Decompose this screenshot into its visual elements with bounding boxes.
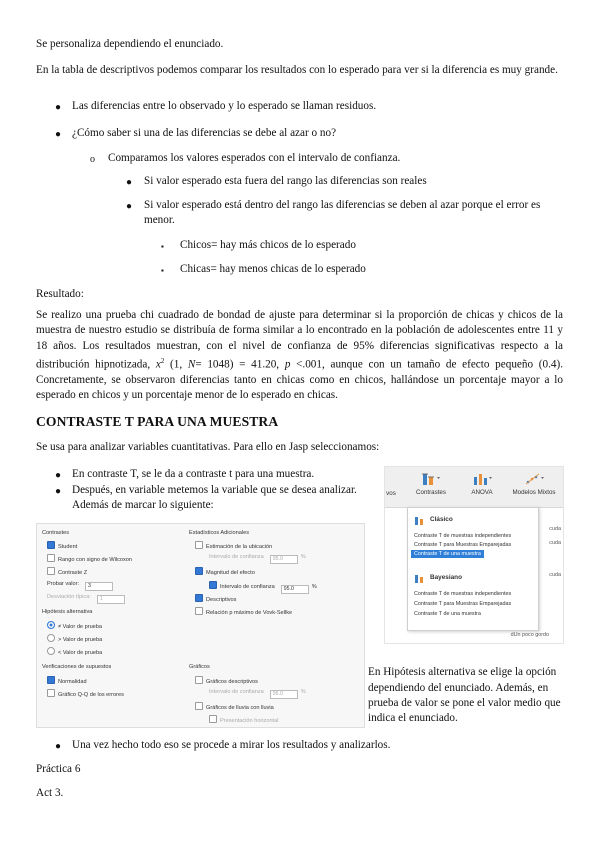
clasico-heading: Clásico	[430, 516, 453, 523]
resultado-label: Resultado:	[36, 288, 84, 300]
estimacion-label: Estimación de la ubicación	[206, 544, 273, 550]
bullet-dot: ●	[55, 470, 62, 481]
intro-line: Se personaliza dependiendo el enunciado.	[36, 38, 224, 50]
prueba-valor-label: Probar valor:	[47, 581, 80, 587]
bullet-dot: ●	[55, 486, 62, 497]
bullet-dot: ●	[55, 129, 62, 140]
side-label: dUn poco gordo	[510, 632, 549, 638]
checkbox-vovk-sellke[interactable]	[195, 607, 203, 615]
menu-item-bayes-independientes[interactable]: Contraste T de muestras independientes	[414, 591, 512, 597]
checkbox-graf-lluvia[interactable]	[195, 702, 203, 710]
checkbox-normalidad[interactable]	[47, 676, 55, 684]
anova-icon	[471, 471, 493, 487]
checkbox-graf-desc[interactable]	[195, 676, 203, 684]
bayesiano-heading: Bayesiano	[430, 574, 462, 581]
descriptivos-label: Descriptivos	[206, 597, 237, 603]
bullet-residuos: Las diferencias entre lo observado y lo esperado se llaman residuos.	[72, 100, 377, 112]
checkbox-estimacion[interactable]	[195, 541, 203, 549]
bullet-dot: ●	[55, 102, 62, 113]
desviacion-label: Desviación típica:	[47, 594, 91, 600]
verificaciones-title: Verificaciones de supuestos	[42, 664, 112, 670]
bullet-chicas: Chicas= hay menos chicas de lo esperado	[180, 263, 366, 275]
radio-menor[interactable]	[47, 647, 55, 655]
checkbox-intervalo2[interactable]	[209, 581, 217, 589]
intervalo3-input[interactable]: 95.0	[270, 690, 298, 699]
graf-lluvia-label: Gráficos de lluvia con lluvia	[206, 705, 274, 711]
graficos-title: Gráficos	[189, 664, 210, 670]
qq-label: Gráfico Q-Q de los errores	[58, 692, 124, 698]
resultado-paragraph: Se realizo una prueba chi cuadrado de bondad de ajuste para determinar si la proporción de chicas y chicos de la muestra de nuestro estudio se distribuía de forma similar a lo encontrado en la población de adolescentes entre 11 y 18 años. Los resultados muestran, con el nivel de confianza de 95% diferencias significativas respecto a la distribución hipnotizada, $x^2$ (1, N= 1048) = 41.20, p <.001, aunque con un tamaño de efecto pequeño (0.4). Concretamente, se observaron diferencias tanto en chicas como en chicos, hallándose un porcentaje mayor a lo esperado en chicos y un porcentaje menor de lo esperado en chicas.	[36, 309, 563, 402]
relacion-label: Relación p máximo de Vovk-Sellke	[206, 610, 293, 616]
modelos-mixtos-icon	[523, 471, 545, 487]
bayesiano-icon	[414, 572, 426, 584]
student-label: Student	[58, 544, 78, 550]
contrastes-dropdown	[407, 507, 539, 631]
bullet-contraste-t: En contraste T, se le da a contraste t para una muestra.	[72, 468, 315, 480]
radio-mayor[interactable]	[47, 634, 55, 642]
contrastes-title: Contrastes	[42, 530, 70, 536]
menu-item-t-una-muestra[interactable]: Contraste T de una muestra	[411, 550, 484, 558]
paragraph-descriptivos: En la tabla de descriptivos podemos comparar los resultados con lo esperado para ver si la diferencia es muy grande.	[36, 64, 558, 76]
toolbar-contrastes[interactable]	[407, 471, 455, 497]
checkbox-wilcoxon[interactable]	[47, 554, 55, 562]
desviacion-input[interactable]: 1	[97, 595, 125, 604]
modelos-mixtos-label: Modelos Mixtos	[512, 489, 556, 496]
estadisticos-title: Estadísticos Adicionales	[189, 530, 250, 536]
menu-item-t-independientes[interactable]: Contraste T de muestras independientes	[414, 533, 512, 539]
section-heading: CONTRASTE T PARA UNA MUESTRA	[36, 414, 279, 429]
jasp-options-screenshot	[36, 523, 365, 728]
contrastes-label: Contrastes	[416, 489, 446, 496]
paragraph-jasp: Se usa para analizar variables cuantitativas. Para ello en Jasp seleccionamos:	[36, 441, 380, 453]
bullet-resultados: Una vez hecho todo eso se procede a mirar los resultados y analizarlos.	[72, 739, 391, 751]
toolbar-modelos-mixtos[interactable]	[505, 471, 563, 497]
bullet-dot: ●	[55, 741, 62, 752]
checkbox-qq[interactable]	[47, 689, 55, 697]
checkbox-horizontal[interactable]	[209, 715, 217, 723]
toolbar-item-prev[interactable]: vos	[386, 490, 396, 497]
bullet-fuera-rango: Si valor esperado esta fuera del rango las diferencias son reales	[144, 175, 427, 187]
magnitud-label: Magnitud del efecto	[206, 570, 255, 576]
horizontal-label: Presentación horizontal	[220, 718, 279, 724]
menu-item-bayes-una-muestra[interactable]: Contraste T de una muestra	[414, 611, 481, 617]
radio-diferente[interactable]	[47, 621, 55, 629]
anova-label: ANOVA	[471, 489, 493, 496]
intervalo1-label: Intervalo de confianza	[209, 554, 264, 560]
pct-sign: %	[300, 689, 306, 695]
act-label: Act 3.	[36, 787, 64, 799]
bullet-chicos: Chicos= hay más chicos de lo esperado	[180, 239, 356, 251]
bullet-circle: o	[90, 154, 95, 165]
bullet-azar: ¿Cómo saber si una de las diferencias se debe al azar o no?	[72, 127, 337, 139]
practica-label: Práctica 6	[36, 763, 81, 775]
toolbar-anova[interactable]	[465, 471, 499, 497]
hipotesis-title: Hipótesis alternativa	[42, 609, 93, 615]
menu-item-bayes-emparejadas[interactable]: Contraste T para Muestras Emparejadas	[414, 601, 512, 607]
h2-label: > Valor de prueba	[58, 637, 103, 643]
caption-hipotesis: En Hipótesis alternativa se elige la opción dependiendo del enunciado. Además, en prueba de valor se pone el valor medio que indica el enunciado.	[368, 666, 561, 725]
pct-sign: %	[311, 584, 317, 590]
bullet-square: ▪	[161, 242, 164, 251]
bullet-variable: Después, en variable metemos la variable que se desea analizar. Además de marcar lo siguiente:	[72, 484, 357, 512]
intervalo3-label: Intervalo de confianza	[209, 689, 264, 695]
jasp-menu-screenshot	[384, 466, 564, 644]
contrastes-icon	[420, 471, 442, 487]
bullet-dot: ●	[126, 177, 133, 188]
clasico-icon	[414, 514, 426, 526]
bullet-dentro-rango: Si valor esperado está dentro del rango las diferencias se deben al azar porque el error es menor.	[144, 199, 541, 227]
z-label: Contraste Z	[58, 570, 88, 576]
normalidad-label: Normalidad	[58, 679, 87, 685]
checkbox-student[interactable]	[47, 541, 55, 549]
side-label: cuda	[549, 572, 561, 578]
graf-desc-label: Gráficos descriptivos	[206, 679, 258, 685]
bullet-square: ▪	[161, 266, 164, 275]
h3-label: < Valor de prueba	[58, 650, 103, 656]
checkbox-z[interactable]	[47, 567, 55, 575]
intervalo1-input[interactable]: 95.0	[270, 555, 298, 564]
checkbox-magnitud[interactable]	[195, 567, 203, 575]
intervalo2-input[interactable]: 95.0	[281, 585, 309, 594]
prueba-valor-input[interactable]: 3	[85, 582, 113, 591]
side-label: cuda	[549, 526, 561, 532]
menu-item-t-emparejadas[interactable]: Contraste T para Muestras Emparejadas	[414, 542, 512, 548]
checkbox-descriptivos[interactable]	[195, 594, 203, 602]
h1-label: ≠ Valor de prueba	[58, 624, 103, 630]
pct-sign: %	[300, 554, 306, 560]
bullet-dot: ●	[126, 201, 133, 212]
jasp-toolbar	[385, 467, 563, 508]
side-label: cuda	[549, 540, 561, 546]
wilcoxon-label: Rango con signo de Wilcoxon	[58, 557, 133, 563]
bullet-comparamos: Comparamos los valores esperados con el intervalo de confianza.	[108, 152, 401, 164]
intervalo2-label: Intervalo de confianza	[220, 584, 275, 590]
